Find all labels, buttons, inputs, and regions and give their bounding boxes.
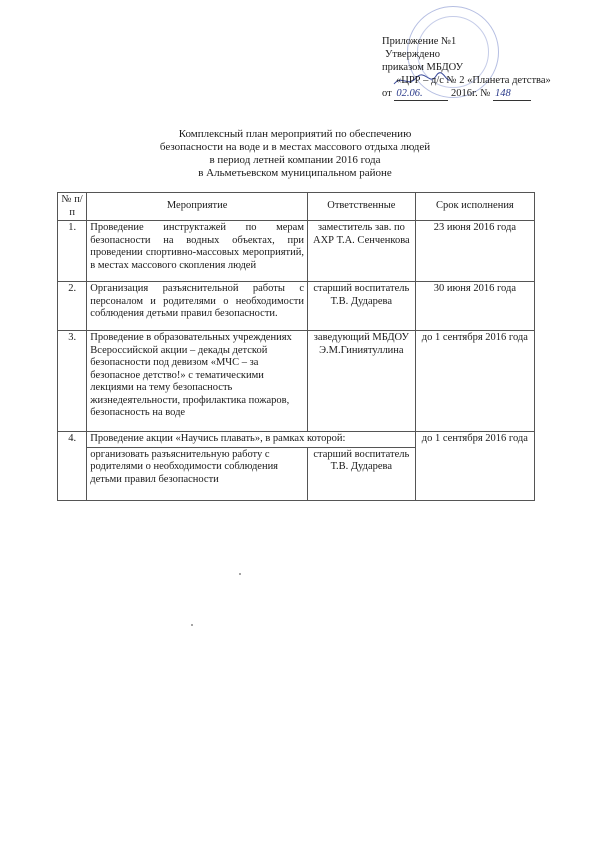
order-number: 148 [493,87,531,101]
row-term: 30 июня 2016 года [415,282,534,331]
header-num: № п/п [58,193,87,221]
document-title [90,128,500,180]
row-responsible: заместитель зав. по АХР Т.А. Сенченкова [307,221,415,282]
order-date: 02.06. [394,87,448,101]
row-event: Организация разъяснительной работы с персоналом и родителями о необходимости соблюдения детьми правил безопасности. [87,282,308,331]
row-num: 1. [58,221,87,282]
order-label: приказом МБДОУ [382,62,464,73]
events-table [57,192,535,501]
row-num: 3. [58,331,87,432]
appendix-label: Приложение №1 [382,36,457,47]
row-event: Проведение в образовательных учреждениях Всероссийской акции – декады детской безопасности под девизом «МЧС – за безопасное детство!» с тематическими лекциями на тему безопасность жизнедеятельности, профилактика пожаров, безопасность на воде [87,331,308,432]
row-num: 2. [58,282,87,331]
title-line-2: безопасности на воде и в местах массового отдыха людей [159,141,431,153]
order-date-line [382,87,587,101]
scan-speck [191,624,193,626]
table-row [58,282,535,331]
row-responsible: заведующий МБДОУ Э.М.Гиниятуллина [307,331,415,432]
table-row [58,221,535,282]
title-line-4: в Альметьевском муниципальном районе [198,167,392,179]
row-event: Проведение акции «Научись плавать», в рамках которой: [87,432,415,448]
row-term: 23 июня 2016 года [415,221,534,282]
header-term: Срок исполнения [415,193,534,221]
row-sub-event: организовать разъяснительную работу с родителями о необходимости соблюдения детьми правил безопасности [87,447,308,500]
scan-speck [239,573,241,575]
approved-label: Утверждено [385,49,440,60]
row-responsible: старший воспитатель Т.В. Дударева [307,282,415,331]
header-event: Мероприятие [87,193,308,221]
row-term: до 1 сентября 2016 года [415,432,534,501]
order-year: 2016г. № [450,88,491,99]
title-line-3: в период летней компании 2016 года [209,154,381,166]
table-row [58,432,535,448]
row-term: до 1 сентября 2016 года [415,331,534,432]
table-row [58,331,535,432]
approval-block [382,35,587,101]
row-num: 4. [58,432,87,501]
organization-name: «ЦРР – д/с № 2 «Планета детства» [396,75,551,86]
date-prefix: от [382,88,392,99]
row-responsible: старший воспитатель Т.В. Дударева [307,447,415,500]
table-header-row [58,193,535,221]
row-event: Проведение инструктажей по мерам безопасности на водных объектах, при проведении спортивно-массовых мероприятий, в местах массового скопления людей [87,221,308,282]
title-line-1: Комплексный план мероприятий по обеспечению [178,128,412,140]
header-responsible: Ответственные [307,193,415,221]
